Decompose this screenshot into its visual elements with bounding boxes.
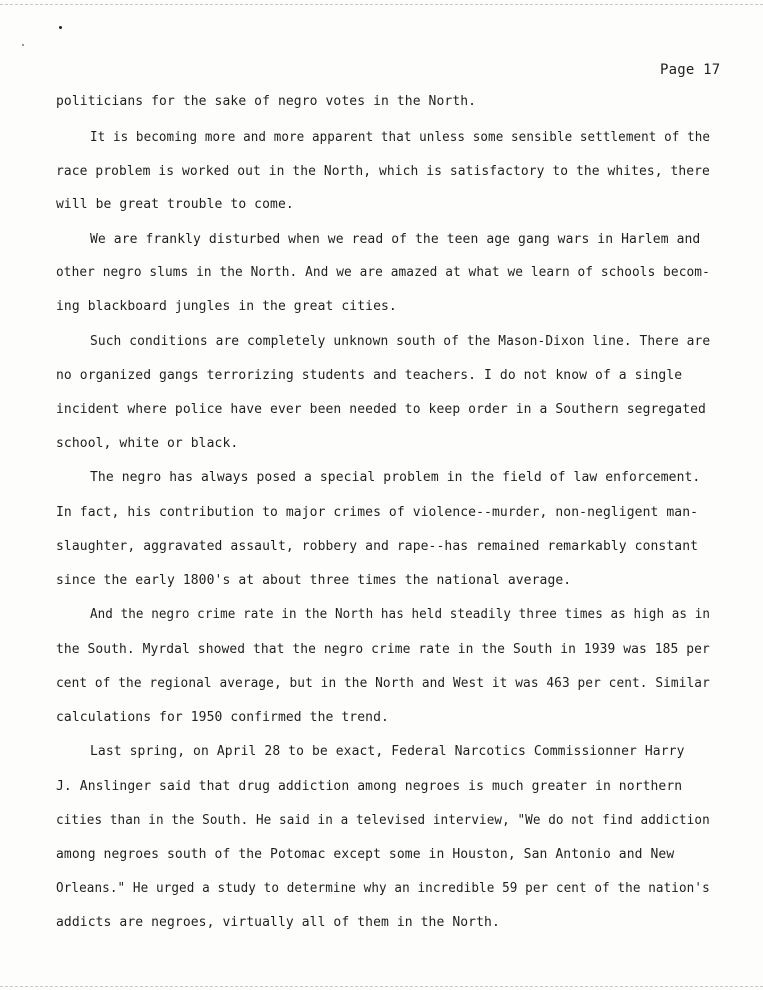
- text-line: ing blackboard jungles in the great cities.: [56, 299, 397, 314]
- text-line: The negro has always posed a special problem in the field of law enforcement.: [90, 470, 701, 485]
- text-line: politicians for the sake of negro votes in the North.: [56, 94, 477, 109]
- text-line: Last spring, on April 28 to be exact, Federal Narcotics Commissionner Harry: [90, 744, 685, 759]
- text-line: among negroes south of the Potomac except some in Houston, San Antonio and New: [56, 847, 675, 862]
- text-line: calculations for 1950 confirmed the trend.: [56, 710, 389, 725]
- text-line: no organized gangs terrorizing students and teachers. I do not know of a single: [56, 368, 683, 383]
- text-line: It is becoming more and more apparent that unless some sensible settlement of the: [90, 130, 711, 145]
- text-line: race problem is worked out in the North, which is satisfactory to the whites, there: [56, 164, 710, 179]
- scan-bottom-edge: [0, 986, 763, 987]
- text-line: In fact, his contribution to major crimes of violence--murder, non-negligent man-: [56, 505, 699, 520]
- text-line: slaughter, aggravated assault, robbery and rape--has remained remarkably constant: [56, 539, 699, 554]
- text-line: We are frankly disturbed when we read of the teen age gang wars in Harlem and: [90, 232, 701, 247]
- text-line: cities than in the South. He said in a televised interview, "We do not find addiction: [56, 813, 710, 828]
- text-line: will be great trouble to come.: [56, 197, 294, 212]
- text-line: school, white or black.: [56, 436, 239, 451]
- text-line: since the early 1800's at about three times the national average.: [56, 573, 572, 588]
- text-line: J. Anslinger said that drug addiction among negroes is much greater in northern: [56, 779, 683, 794]
- scan-speck: [22, 44, 24, 46]
- text-line: And the negro crime rate in the North has held steadily three times as high as in: [90, 607, 711, 622]
- text-line: the South. Myrdal showed that the negro crime rate in the South in 1939 was 185 per: [56, 642, 710, 657]
- scan-top-edge: [0, 4, 763, 5]
- page-number: Page 17: [660, 62, 721, 78]
- text-line: other negro slums in the North. And we are amazed at what we learn of schools becom-: [56, 265, 710, 280]
- text-line: addicts are negroes, virtually all of them in the North.: [56, 915, 500, 930]
- text-line: cent of the regional average, but in the North and West it was 463 per cent. Similar: [56, 676, 710, 691]
- text-line: Orleans." He urged a study to determine why an incredible 59 per cent of the nation's: [56, 881, 710, 896]
- text-line: Such conditions are completely unknown south of the Mason-Dixon line. There are: [90, 334, 711, 349]
- text-line: incident where police have ever been needed to keep order in a Southern segregated: [56, 402, 706, 417]
- scan-speck: [59, 26, 62, 29]
